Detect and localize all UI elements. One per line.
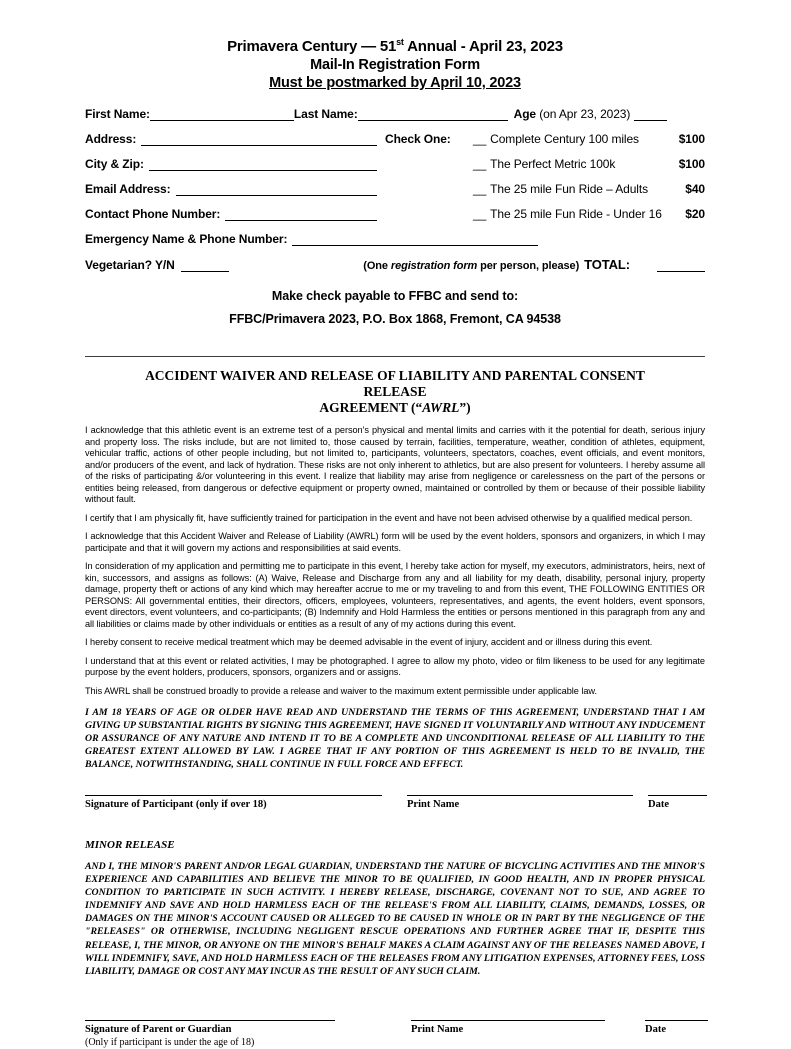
waiver-paragraph-risks: I acknowledge that this athletic event is an extreme test of a person's physical and mental limits and carries with it the potential for death, serious injury and property loss. The risks include, but are not limited to, those caused by terrain, facilities, temperature, weather, condition of athletes, equipment, vehicular traffic, actions of other people including, but not limited to, participants, volunteers, spectators, coaches, event officials, and event monitors, and/or producers of the event, and lack of hydration. These risks are not only inherent to athletics, but are also present for volunteers. I hereby assume all of the risks of participating &/or volunteering in this event. I realize that liability may arise from negligence or carelessness on the part of the persons or entities being released, from dangerous or defective equipment or property owned, maintained or controlled by them or because of their possible liability without fault.	[85, 425, 705, 504]
contact-phone-field[interactable]	[225, 209, 377, 221]
mailing-address-line: FFBC/Primavera 2023, P.O. Box 1868, Fremont, CA 94538	[229, 312, 561, 326]
participant-print-name-line[interactable]	[407, 795, 633, 796]
guardian-signature-note: (Only if participant is under the age of 18)	[85, 1036, 255, 1048]
waiver-section	[85, 368, 705, 771]
participant-date-line[interactable]	[648, 795, 707, 796]
city-zip-field[interactable]	[149, 159, 377, 171]
waiver-title-line2-post: ”)	[459, 400, 471, 415]
guardian-signature-block	[85, 1020, 335, 1049]
event-title	[85, 33, 705, 56]
total-group	[363, 257, 705, 272]
option-metric-price: $100	[678, 157, 705, 171]
email-row	[85, 182, 705, 196]
waiver-paragraph-medical: I hereby consent to receive medical treatment which may be deemed advisable in the event of injury, accident and or illness during this event.	[85, 637, 653, 647]
address-row	[85, 132, 705, 146]
participant-print-name-block	[407, 795, 633, 811]
guardian-date-line[interactable]	[645, 1020, 708, 1021]
total-label: TOTAL:	[584, 257, 630, 272]
waiver-paragraph-fitness: I certify that I am physically fit, have sufficiently trained for participation in the event and have not been advised otherwise by a qualified medical person.	[85, 512, 693, 523]
contact-phone-label: Contact Phone Number:	[85, 207, 221, 221]
participant-date-block	[648, 795, 707, 811]
guardian-print-name-line[interactable]	[411, 1020, 605, 1021]
waiver-paragraph-awrl-use: I acknowledge that this Accident Waiver and Release of Liability (AWRL) form will be used by the event holders, sponsors and organizers, in which I may participate and that it will govern my actions and responsibilities at said events.	[85, 531, 705, 553]
age-field[interactable]	[634, 109, 667, 121]
email-field[interactable]	[176, 184, 377, 196]
option-metric-label: The Perfect Metric 100k	[490, 157, 616, 171]
guardian-print-name-block	[411, 1020, 605, 1036]
first-name-field[interactable]	[150, 109, 294, 121]
emergency-field[interactable]	[292, 234, 538, 246]
waiver-title	[113, 368, 677, 416]
option-funride-adults-price: $40	[685, 182, 705, 196]
one-form-note-pre: (One	[363, 260, 391, 272]
document-header	[85, 33, 705, 92]
guardian-print-name-label: Print Name	[411, 1023, 464, 1035]
participant-signature-label: Signature of Participant (only if over 18)	[85, 799, 267, 810]
participant-print-name-label: Print Name	[407, 799, 460, 810]
option-funride-adults-label: The 25 mile Fun Ride – Adults	[490, 182, 649, 196]
event-title-date: Annual - April 23, 2023	[403, 38, 563, 55]
option-century-price: $100	[678, 132, 705, 146]
waiver-paragraph-construed: This AWRL shall be construed broadly to provide a release and waiver to the maximum extent permissible under applicable law.	[85, 685, 597, 696]
one-form-note-italic: registration form	[390, 260, 478, 272]
emergency-row	[85, 232, 705, 246]
check-one-label: Check One:	[385, 132, 451, 146]
event-title-text: Primavera Century — 51	[227, 38, 397, 55]
last-name-label: Last Name:	[293, 107, 358, 121]
waiver-paragraph-photo: I understand that at this event or related activities, I may be photographed. I agree to allow my photo, video or film likeness to be used for any legitimate purpose by the event holders, producers, sponsors, organizers and or assigns.	[85, 655, 705, 677]
section-divider	[85, 356, 705, 357]
contact-phone-row	[85, 207, 705, 221]
address-field[interactable]	[141, 134, 377, 146]
waiver-paragraph-release: In consideration of my application and permitting me to participate in this event, I hereby take action for myself, my executors, administrators, heirs, next of kin, successors, and assigns as follows: (A) Waive, Release and Discharge from any and all liability for my death, disability, personal injury, property damage, property theft or actions of any kind which may hereafter accrue to me or my traveling to and from this event, THE FOLLOWING ENTITIES OR PERSONS: All governmental entities, their directors, officers, employees, volunteers, representatives, and agents, the event holders, event sponsors, event directors, event volunteers, and co-participants; (B) Indemnify and Hold Harmless the entities or persons mentioned in this paragraph from any and all liabilities or claims made by other individuals or entities as a result of any of my actions during this event.	[85, 561, 705, 629]
one-form-note-post: per person, please)	[477, 260, 580, 272]
total-field[interactable]	[657, 260, 705, 272]
guardian-date-label: Date	[645, 1023, 666, 1035]
participant-signature-row	[85, 795, 705, 811]
email-label: Email Address:	[85, 182, 171, 196]
minor-release-heading: MINOR RELEASE	[85, 839, 175, 851]
option-century-checkbox[interactable]: __	[473, 132, 487, 146]
waiver-title-line2-pre: AGREEMENT (“	[319, 400, 423, 415]
option-funride-under16-price: $20	[685, 207, 705, 221]
payment-instructions	[85, 289, 705, 326]
participant-date-label: Date	[648, 799, 669, 810]
guardian-signature-label: Signature of Parent or Guardian	[85, 1023, 232, 1035]
registration-fields	[85, 107, 705, 272]
event-title-ordinal: st	[396, 37, 404, 47]
name-age-row	[85, 107, 705, 121]
age-note: (on Apr 23, 2023)	[539, 107, 631, 121]
participant-signature-block	[85, 795, 382, 811]
vegetarian-label: Vegetarian? Y/N	[85, 258, 175, 272]
last-name-field[interactable]	[358, 109, 508, 121]
first-name-label: First Name:	[85, 107, 150, 121]
city-zip-row	[85, 157, 705, 171]
option-funride-under16-label: The 25 mile Fun Ride - Under 16	[490, 207, 662, 221]
option-metric-checkbox[interactable]: __	[473, 157, 487, 171]
minor-release-paragraph: AND I, THE MINOR'S PARENT AND/OR LEGAL GUARDIAN, UNDERSTAND THE NATURE OF BICYCLING ACTIVITIES AND THE MINOR'S EXPERIENCE AND CAPABILITIES AND BELIEVE THE MINOR TO BE QUALIFIED, IN GOOD HEALTH, AND IN PROPER PHYSICAL CONDITION TO PARTICIPATE IN SUCH ACTIVITY. I HEREBY RELEASE, DISCHARGE, COVENANT NOT TO SUE, AND AGREE TO INDEMNIFY AND SAVE AND HOLD HARMLESS EACH OF THE RELEASE'S FROM ALL LIABILITY, CLAIMS, DEMANDS, LOSSES, OR DAMAGES ON THE MINOR'S ACCOUNT CAUSED OR ALLEGED TO BE CAUSED IN WHOLE OR IN PART BY THE NEGLIGENCE OF THE "RELEASES" OR OTHERWISE, INCLUDING NEGLIGENT RESCUE OPERATIONS AND FURTHER AGREE THAT IF, DESPITE THIS RELEASE, I, THE MINOR, OR ANYONE ON THE MINOR'S BEHALF MAKES A CLAIM AGAINST ANY OF THE RELEASES NAMED ABOVE, I WILL INDEMNIFY, SAVE, AND HOLD HARMLESS EACH OF THE RELEASES FROM ANY LITIGATION EXPENSES, ATTORNEY FEES, LOSS LIABILITY, DAMAGE OR COST ANY MAY INCUR AS THE RESULT OF ANY SUCH CLAIM.	[85, 861, 705, 977]
waiver-acknowledgment: I AM 18 YEARS OF AGE OR OLDER HAVE READ AND UNDERSTAND THE TERMS OF THIS AGREEMENT, UNDERSTAND THAT I AM GIVING UP SUBSTANTIAL RIGHTS BY SIGNING THIS AGREEMENT, HAVE SIGNED IT VOLUNTARILY AND WITHOUT ANY INDUCEMENT OR ASSURANCE OF ANY NATURE AND INTEND IT TO BE A COMPLETE AND UNCONDITIONAL RELEASE OF ALL LIABILITY TO THE GREATEST EXTENT ALLOWED BY LAW. I AGREE THAT IF ANY PORTION OF THIS AGREEMENT IS HELD TO BE INVALID, THE BALANCE, NOTWITHSTANDING, SHALL CONTINUE IN FULL FORCE AND EFFECT.	[85, 707, 705, 770]
postmark-deadline: Must be postmarked by April 10, 2023	[269, 75, 521, 91]
option-funride-under16-checkbox[interactable]: __	[473, 207, 487, 221]
waiver-title-line1: ACCIDENT WAIVER AND RELEASE OF LIABILITY AND PARENTAL CONSENT RELEASE	[145, 368, 645, 399]
vegetarian-total-row	[85, 257, 705, 272]
guardian-date-block	[645, 1020, 708, 1036]
emergency-label: Emergency Name & Phone Number:	[85, 232, 288, 246]
address-label: Address:	[85, 132, 137, 146]
waiver-title-awrl: AWRL	[422, 400, 460, 415]
payable-line: Make check payable to FFBC and send to:	[271, 289, 519, 303]
option-century-label: Complete Century 100 miles	[490, 132, 639, 146]
guardian-signature-line[interactable]	[85, 1020, 335, 1021]
option-funride-adults-checkbox[interactable]: __	[473, 182, 487, 196]
participant-signature-line[interactable]	[85, 795, 382, 796]
city-zip-label: City & Zip:	[85, 157, 144, 171]
one-form-note	[363, 260, 579, 272]
guardian-signature-row	[85, 1020, 705, 1049]
age-label: Age	[513, 107, 536, 121]
vegetarian-field[interactable]	[181, 260, 229, 272]
form-subtitle: Mail-In Registration Form	[310, 57, 480, 73]
